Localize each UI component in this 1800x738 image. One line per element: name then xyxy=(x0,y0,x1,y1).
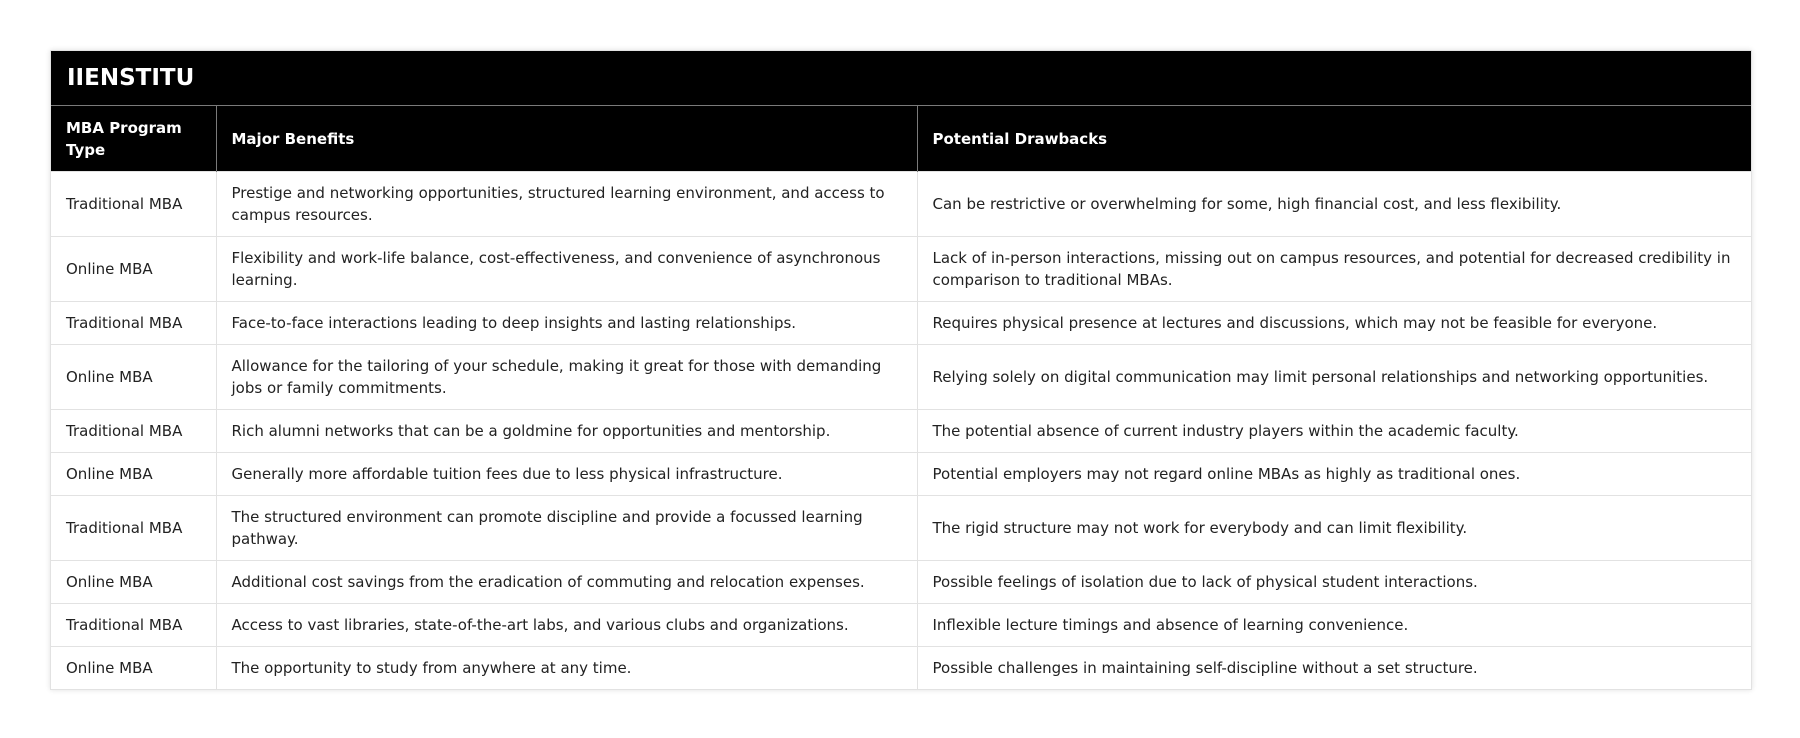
table-title: IIENSTITU xyxy=(51,51,1751,106)
header-row xyxy=(51,106,1751,172)
cell-program-type: Online MBA xyxy=(51,453,216,496)
cell-benefits: Additional cost savings from the eradication of commuting and relocation expenses. xyxy=(216,561,917,604)
cell-drawbacks: Inflexible lecture timings and absence of learning convenience. xyxy=(917,604,1751,647)
cell-benefits: Face-to-face interactions leading to deep insights and lasting relationships. xyxy=(216,302,917,345)
cell-program-type: Online MBA xyxy=(51,237,216,302)
cell-drawbacks: Can be restrictive or overwhelming for some, high financial cost, and less flexibility. xyxy=(917,172,1751,237)
table-row xyxy=(51,172,1751,237)
cell-program-type: Traditional MBA xyxy=(51,302,216,345)
cell-drawbacks: The rigid structure may not work for everybody and can limit flexibility. xyxy=(917,496,1751,561)
cell-benefits: Prestige and networking opportunities, structured learning environment, and access to campus resources. xyxy=(216,172,917,237)
header-program-type: MBA Program Type xyxy=(51,106,216,172)
table-row xyxy=(51,410,1751,453)
cell-program-type: Traditional MBA xyxy=(51,496,216,561)
comparison-table xyxy=(50,50,1752,690)
cell-program-type: Traditional MBA xyxy=(51,172,216,237)
table-row xyxy=(51,345,1751,410)
table-row xyxy=(51,302,1751,345)
cell-benefits: The opportunity to study from anywhere at any time. xyxy=(216,647,917,690)
cell-benefits: Generally more affordable tuition fees due to less physical infrastructure. xyxy=(216,453,917,496)
cell-drawbacks: Potential employers may not regard online MBAs as highly as traditional ones. xyxy=(917,453,1751,496)
cell-benefits: Access to vast libraries, state-of-the-art labs, and various clubs and organizations. xyxy=(216,604,917,647)
cell-drawbacks: Possible challenges in maintaining self-discipline without a set structure. xyxy=(917,647,1751,690)
cell-program-type: Traditional MBA xyxy=(51,604,216,647)
cell-program-type: Traditional MBA xyxy=(51,410,216,453)
cell-benefits: Allowance for the tailoring of your schedule, making it great for those with demanding jobs or family commitments. xyxy=(216,345,917,410)
header-major-benefits: Major Benefits xyxy=(216,106,917,172)
mba-comparison-table xyxy=(51,106,1751,689)
cell-benefits: The structured environment can promote discipline and provide a focussed learning pathway. xyxy=(216,496,917,561)
table-row xyxy=(51,604,1751,647)
cell-program-type: Online MBA xyxy=(51,561,216,604)
table-row xyxy=(51,237,1751,302)
cell-program-type: Online MBA xyxy=(51,647,216,690)
table-row xyxy=(51,647,1751,690)
cell-drawbacks: Possible feelings of isolation due to lack of physical student interactions. xyxy=(917,561,1751,604)
cell-drawbacks: Relying solely on digital communication may limit personal relationships and networking opportunities. xyxy=(917,345,1751,410)
table-row xyxy=(51,496,1751,561)
cell-benefits: Rich alumni networks that can be a goldmine for opportunities and mentorship. xyxy=(216,410,917,453)
cell-drawbacks: Requires physical presence at lectures and discussions, which may not be feasible for everyone. xyxy=(917,302,1751,345)
cell-benefits: Flexibility and work-life balance, cost-effectiveness, and convenience of asynchronous learning. xyxy=(216,237,917,302)
table-row xyxy=(51,561,1751,604)
cell-drawbacks: Lack of in-person interactions, missing out on campus resources, and potential for decreased credibility in comparison to traditional MBAs. xyxy=(917,237,1751,302)
cell-drawbacks: The potential absence of current industry players within the academic faculty. xyxy=(917,410,1751,453)
header-potential-drawbacks: Potential Drawbacks xyxy=(917,106,1751,172)
table-row xyxy=(51,453,1751,496)
cell-program-type: Online MBA xyxy=(51,345,216,410)
